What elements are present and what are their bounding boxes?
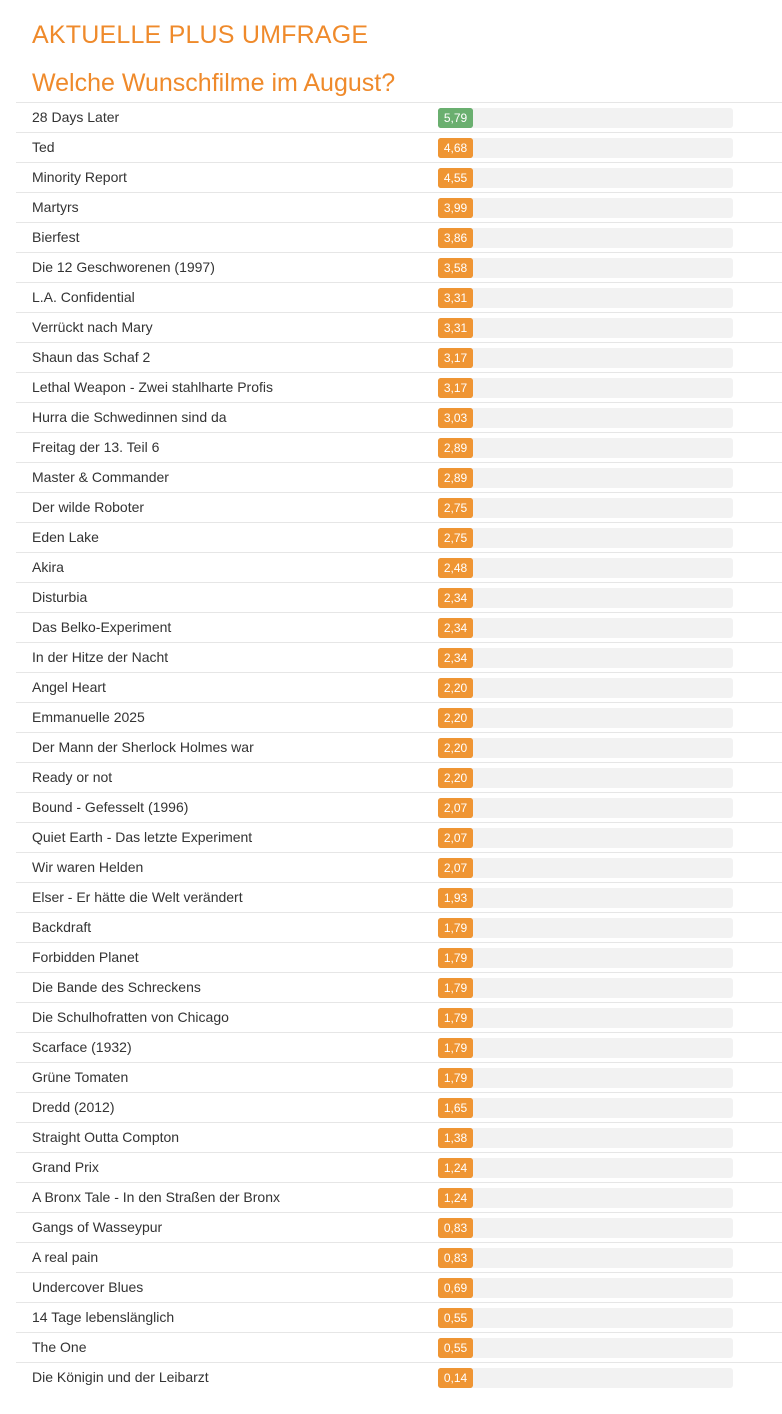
movie-title: Angel Heart bbox=[32, 679, 106, 695]
movie-title: Ted bbox=[32, 139, 55, 155]
score-bar-track bbox=[438, 1278, 733, 1298]
poll-result-row bbox=[16, 1003, 782, 1033]
movie-title: Straight Outta Compton bbox=[32, 1129, 180, 1145]
movie-title: Disturbia bbox=[32, 589, 88, 605]
score-bar-track bbox=[438, 918, 733, 938]
movie-title: Die Königin und der Leibarzt bbox=[32, 1369, 209, 1385]
movie-title: Verrückt nach Mary bbox=[32, 319, 153, 335]
score-badge: 3,17 bbox=[438, 348, 473, 368]
movie-title: Der Mann der Sherlock Holmes war bbox=[32, 739, 254, 755]
poll-result-row bbox=[16, 823, 782, 853]
movie-title: Undercover Blues bbox=[32, 1279, 144, 1295]
movie-title: Dredd (2012) bbox=[32, 1099, 115, 1115]
poll-result-row bbox=[16, 283, 782, 313]
score-bar-track bbox=[438, 1218, 733, 1238]
movie-title: Die Bande des Schreckens bbox=[32, 979, 201, 995]
poll-result-row bbox=[16, 493, 782, 523]
poll-result-row bbox=[16, 313, 782, 343]
score-badge: 1,79 bbox=[438, 1038, 473, 1058]
movie-title: Backdraft bbox=[32, 919, 92, 935]
poll-result-row bbox=[16, 883, 782, 913]
score-badge: 2,20 bbox=[438, 768, 473, 788]
score-bar-track bbox=[438, 408, 733, 428]
score-bar-track bbox=[438, 468, 733, 488]
score-bar-track bbox=[438, 138, 733, 158]
score-bar-track bbox=[438, 228, 733, 248]
score-badge: 2,34 bbox=[438, 618, 473, 638]
movie-title: Grüne Tomaten bbox=[32, 1069, 129, 1085]
poll-result-row bbox=[16, 673, 782, 703]
movie-title: Quiet Earth - Das letzte Experiment bbox=[32, 829, 253, 845]
score-bar-track bbox=[438, 438, 733, 458]
movie-title: A real pain bbox=[32, 1249, 99, 1265]
score-bar-track bbox=[438, 948, 733, 968]
score-badge: 4,68 bbox=[438, 138, 473, 158]
movie-title: Wir waren Helden bbox=[32, 859, 144, 875]
score-bar-track bbox=[438, 708, 733, 728]
score-bar-track bbox=[438, 768, 733, 788]
movie-title: Forbidden Planet bbox=[32, 949, 139, 965]
score-badge: 0,69 bbox=[438, 1278, 473, 1298]
poll-result-row bbox=[16, 613, 782, 643]
movie-title: Das Belko-Experiment bbox=[32, 619, 172, 635]
movie-title: Die Schulhofratten von Chicago bbox=[32, 1009, 229, 1025]
poll-result-row bbox=[16, 1243, 782, 1273]
movie-title: Bound - Gefesselt (1996) bbox=[32, 799, 189, 815]
score-badge: 0,83 bbox=[438, 1218, 473, 1238]
score-badge: 3,31 bbox=[438, 288, 473, 308]
poll-result-row bbox=[16, 133, 782, 163]
poll-result-row bbox=[16, 1093, 782, 1123]
movie-title: A Bronx Tale - In den Straßen der Bronx bbox=[32, 1189, 280, 1205]
score-bar-track bbox=[438, 1158, 733, 1178]
poll-result-row bbox=[16, 1363, 782, 1392]
score-badge: 1,79 bbox=[438, 948, 473, 968]
score-bar-track bbox=[438, 1368, 733, 1388]
score-bar-track bbox=[438, 858, 733, 878]
score-badge: 2,07 bbox=[438, 828, 473, 848]
score-badge: 5,79 bbox=[438, 108, 473, 128]
movie-title: Grand Prix bbox=[32, 1159, 99, 1175]
movie-title: In der Hitze der Nacht bbox=[32, 649, 169, 665]
score-badge: 2,89 bbox=[438, 468, 473, 488]
score-badge: 1,93 bbox=[438, 888, 473, 908]
poll-result-row bbox=[16, 553, 782, 583]
poll-result-row bbox=[16, 253, 782, 283]
score-badge: 3,03 bbox=[438, 408, 473, 428]
movie-title: Ready or not bbox=[32, 769, 113, 785]
score-bar-track bbox=[438, 258, 733, 278]
score-badge: 2,20 bbox=[438, 678, 473, 698]
score-bar-track bbox=[438, 558, 733, 578]
score-bar-track bbox=[438, 198, 733, 218]
score-bar-track bbox=[438, 738, 733, 758]
score-bar-track bbox=[438, 1248, 733, 1268]
score-badge: 2,89 bbox=[438, 438, 473, 458]
score-badge: 1,65 bbox=[438, 1098, 473, 1118]
poll-result-row bbox=[16, 193, 782, 223]
score-badge: 1,24 bbox=[438, 1158, 473, 1178]
poll-result-row bbox=[16, 1273, 782, 1303]
poll-result-row bbox=[16, 1303, 782, 1333]
poll-header bbox=[0, 0, 782, 102]
score-bar-track bbox=[438, 528, 733, 548]
poll-result-row bbox=[16, 703, 782, 733]
score-bar-track bbox=[438, 1068, 733, 1088]
score-badge: 3,17 bbox=[438, 378, 473, 398]
poll-result-row bbox=[16, 343, 782, 373]
poll-result-row bbox=[16, 1153, 782, 1183]
score-badge: 2,07 bbox=[438, 798, 473, 818]
score-badge: 2,75 bbox=[438, 528, 473, 548]
movie-title: Martyrs bbox=[32, 199, 79, 215]
poll-result-row bbox=[16, 1123, 782, 1153]
score-badge: 1,38 bbox=[438, 1128, 473, 1148]
score-badge: 3,86 bbox=[438, 228, 473, 248]
score-badge: 1,24 bbox=[438, 1188, 473, 1208]
poll-result-row bbox=[16, 403, 782, 433]
movie-title: Die 12 Geschworenen (1997) bbox=[32, 259, 215, 275]
score-bar-track bbox=[438, 678, 733, 698]
score-bar-track bbox=[438, 1308, 733, 1328]
score-bar-track bbox=[438, 648, 733, 668]
score-badge: 2,20 bbox=[438, 708, 473, 728]
movie-title: L.A. Confidential bbox=[32, 289, 135, 305]
poll-result-row bbox=[16, 913, 782, 943]
score-badge: 0,14 bbox=[438, 1368, 473, 1388]
movie-title: Der wilde Roboter bbox=[32, 499, 145, 515]
poll-question: Welche Wunschfilme im August? bbox=[32, 69, 396, 97]
score-bar-track bbox=[438, 798, 733, 818]
poll-result-row bbox=[16, 1183, 782, 1213]
movie-title: Shaun das Schaf 2 bbox=[32, 349, 151, 365]
poll-kicker: AKTUELLE PLUS UMFRAGE bbox=[32, 21, 369, 49]
poll-result-row bbox=[16, 763, 782, 793]
score-bar-track bbox=[438, 498, 733, 518]
score-badge: 0,55 bbox=[438, 1308, 473, 1328]
movie-title: 28 Days Later bbox=[32, 109, 120, 125]
poll-result-row bbox=[16, 1213, 782, 1243]
score-badge: 1,79 bbox=[438, 918, 473, 938]
poll-result-row bbox=[16, 463, 782, 493]
score-bar-track bbox=[438, 1038, 733, 1058]
score-badge: 1,79 bbox=[438, 1008, 473, 1028]
score-badge: 2,07 bbox=[438, 858, 473, 878]
movie-title: Scarface (1932) bbox=[32, 1039, 132, 1055]
movie-title: Emmanuelle 2025 bbox=[32, 709, 145, 725]
score-bar-track bbox=[438, 168, 733, 188]
movie-title: Freitag der 13. Teil 6 bbox=[32, 439, 160, 455]
score-badge: 0,83 bbox=[438, 1248, 473, 1268]
score-badge: 2,75 bbox=[438, 498, 473, 518]
movie-title: The One bbox=[32, 1339, 87, 1355]
poll-result-row bbox=[16, 733, 782, 763]
score-bar-track bbox=[438, 828, 733, 848]
movie-title: 14 Tage lebenslänglich bbox=[32, 1309, 175, 1325]
score-badge: 0,55 bbox=[438, 1338, 473, 1358]
score-bar-track bbox=[438, 618, 733, 638]
poll-result-row bbox=[16, 223, 782, 253]
poll-result-row bbox=[16, 1063, 782, 1093]
movie-title: Bierfest bbox=[32, 229, 80, 245]
poll-result-row bbox=[16, 433, 782, 463]
score-badge: 2,34 bbox=[438, 588, 473, 608]
poll-result-row bbox=[16, 103, 782, 133]
poll-result-row bbox=[16, 853, 782, 883]
score-badge: 3,58 bbox=[438, 258, 473, 278]
score-bar-track bbox=[438, 378, 733, 398]
score-bar-track bbox=[438, 588, 733, 608]
movie-title: Minority Report bbox=[32, 169, 127, 185]
score-bar-track bbox=[438, 348, 733, 368]
score-bar-track bbox=[438, 108, 733, 128]
score-badge: 1,79 bbox=[438, 1068, 473, 1088]
poll-result-row bbox=[16, 643, 782, 673]
score-badge: 2,34 bbox=[438, 648, 473, 668]
score-badge: 2,48 bbox=[438, 558, 473, 578]
score-bar-track bbox=[438, 1188, 733, 1208]
poll-result-row bbox=[16, 793, 782, 823]
movie-title: Eden Lake bbox=[32, 529, 99, 545]
score-badge: 3,99 bbox=[438, 198, 473, 218]
score-bar-track bbox=[438, 888, 733, 908]
poll-result-row bbox=[16, 373, 782, 403]
poll-result-row bbox=[16, 163, 782, 193]
movie-title: Master & Commander bbox=[32, 469, 169, 485]
score-bar-track bbox=[438, 1008, 733, 1028]
score-bar-track bbox=[438, 318, 733, 338]
score-badge: 4,55 bbox=[438, 168, 473, 188]
score-bar-track bbox=[438, 1338, 733, 1358]
movie-title: Hurra die Schwedinnen sind da bbox=[32, 409, 227, 425]
score-badge: 1,79 bbox=[438, 978, 473, 998]
poll-result-row bbox=[16, 973, 782, 1003]
poll-results-list bbox=[16, 102, 782, 1392]
score-bar-track bbox=[438, 288, 733, 308]
poll-result-row bbox=[16, 1033, 782, 1063]
score-badge: 3,31 bbox=[438, 318, 473, 338]
poll-result-row bbox=[16, 523, 782, 553]
poll-result-row bbox=[16, 943, 782, 973]
movie-title: Elser - Er hätte die Welt verändert bbox=[32, 889, 243, 905]
score-bar-track bbox=[438, 1098, 733, 1118]
movie-title: Gangs of Wasseypur bbox=[32, 1219, 163, 1235]
movie-title: Lethal Weapon - Zwei stahlharte Profis bbox=[32, 379, 273, 395]
movie-title: Akira bbox=[32, 559, 64, 575]
score-bar-track bbox=[438, 978, 733, 998]
score-bar-track bbox=[438, 1128, 733, 1148]
poll-result-row bbox=[16, 1333, 782, 1363]
poll-result-row bbox=[16, 583, 782, 613]
score-badge: 2,20 bbox=[438, 738, 473, 758]
